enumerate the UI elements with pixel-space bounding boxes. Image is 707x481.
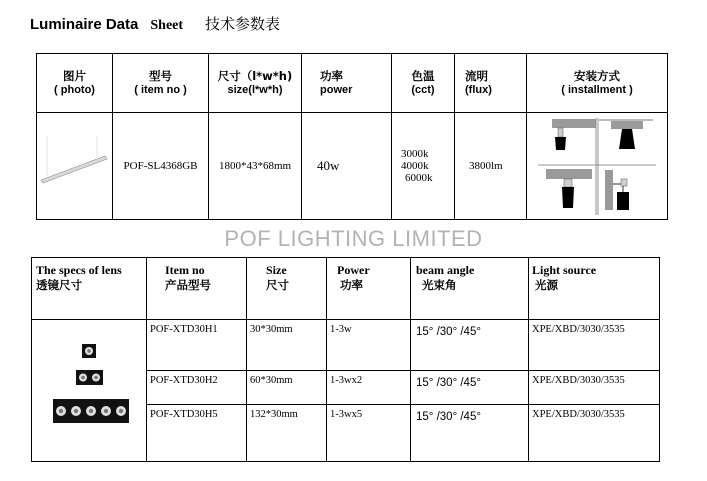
luminaire-flux: 3800lm: [455, 113, 527, 220]
lens-h1-image: [82, 344, 96, 358]
lens-power: 1-3wx2: [327, 370, 411, 404]
company-watermark: POF LIGHTING LIMITED: [224, 226, 483, 251]
luminaire-cct: 3000k 4000k 6000k: [392, 113, 455, 220]
luminaire-data-row: [37, 113, 668, 220]
header-beam-angle: beam angle 光束角: [411, 258, 529, 320]
header-power: Power 功率: [327, 258, 411, 320]
installment-diagram: [538, 117, 656, 215]
lens-row: [32, 320, 660, 371]
lens-item-no: POF-XTD30H5: [147, 405, 247, 462]
luminaire-item-no: POF-SL4368GB: [113, 113, 209, 220]
header-light-source: Light source 光源: [529, 258, 660, 320]
lens-size: 132*30mm: [247, 405, 327, 462]
pendant-track-icon: [538, 166, 597, 215]
lens-size: 30*30mm: [247, 320, 327, 371]
header-lens-specs: The specs of lens 透镜尺寸: [32, 258, 147, 320]
lens-photo-cell: [32, 320, 147, 462]
lens-light-source: XPE/XBD/3030/3535: [529, 370, 660, 404]
lens-beam-angle: 15° /30° /45°: [411, 370, 529, 404]
suspended-mount-icon: [597, 117, 656, 166]
luminaire-header-row: [37, 54, 668, 113]
linear-luminaire-photo: [37, 134, 111, 194]
lens-beam-angle: 15° /30° /45°: [411, 405, 529, 462]
luminaire-table: [36, 53, 668, 220]
title-chinese: 技术参数表: [205, 15, 281, 33]
header-item-no: 型号 ( item no ): [113, 54, 209, 113]
lens-size: 60*30mm: [247, 370, 327, 404]
luminaire-power: 40w: [302, 113, 392, 220]
lens-table: [31, 257, 660, 462]
header-cct: 色温 (cct): [392, 54, 455, 113]
lens-light-source: XPE/XBD/3030/3535: [529, 405, 660, 462]
lens-modules-photo: [32, 320, 147, 458]
surface-mount-icon: [538, 117, 597, 166]
lens-header-row: [32, 258, 660, 320]
lens-h2-image: [76, 370, 103, 385]
header-photo: 图片 ( photo): [37, 54, 113, 113]
lens-item-no: POF-XTD30H2: [147, 370, 247, 404]
lens-power: 1-3wx5: [327, 405, 411, 462]
lens-light-source: XPE/XBD/3030/3535: [529, 320, 660, 371]
header-installment: 安装方式 ( installment ): [527, 54, 668, 113]
title-sheet: Sheet: [150, 18, 184, 33]
header-power: 功率 power: [302, 54, 392, 113]
lens-item-no: POF-XTD30H1: [147, 320, 247, 371]
header-size: Size 尺寸: [247, 258, 327, 320]
wall-mount-icon: [597, 166, 656, 215]
header-flux: 流明 (flux): [455, 54, 527, 113]
lens-power: 1-3w: [327, 320, 411, 371]
page-title: [30, 13, 280, 35]
photo-cell: [37, 113, 113, 220]
luminaire-size: 1800*43*68mm: [209, 113, 302, 220]
lens-h5-image: [53, 399, 129, 423]
lens-beam-angle: 15° /30° /45°: [411, 320, 529, 371]
title-english: Luminaire Data: [30, 16, 139, 33]
header-item-no: Item no 产品型号: [147, 258, 247, 320]
installment-cell: [527, 113, 668, 220]
header-size: 尺寸（l*w*h) size(l*w*h): [209, 54, 302, 113]
